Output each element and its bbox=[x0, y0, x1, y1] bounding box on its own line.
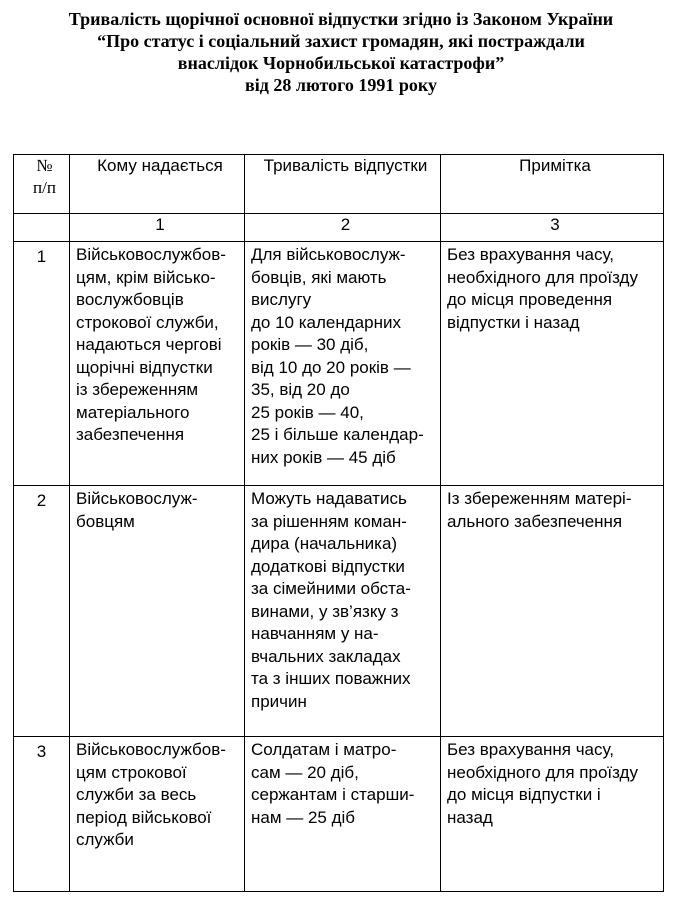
cell-text-line: до місця проведення bbox=[447, 290, 613, 309]
cell-text-line: від 10 до 20 років — bbox=[251, 357, 411, 377]
table-header-row bbox=[14, 155, 664, 214]
cell-text-line: період військової bbox=[76, 807, 212, 827]
cell-text-line: нам — 25 діб bbox=[251, 807, 356, 827]
cell-text-line: служби bbox=[76, 830, 134, 849]
cell-text-line: ального забезпечення bbox=[447, 511, 623, 531]
header-duration: Тривалість відпустки bbox=[245, 155, 441, 214]
cell-text-line: винами, у зв’язку з bbox=[251, 601, 399, 621]
cell-text-line: із збереженням bbox=[76, 380, 199, 399]
column-index: 2 bbox=[245, 214, 441, 242]
cell-text-line: за рішенням коман- bbox=[251, 511, 407, 531]
row-number: 1 bbox=[14, 242, 70, 486]
cell-text-line: Для військовослуж- bbox=[251, 245, 406, 264]
cell-text-line: 25 років — 40, bbox=[251, 402, 364, 422]
table-row bbox=[14, 486, 664, 737]
cell-text-line: служби за весь bbox=[76, 785, 197, 804]
cell-text-line: Військовослужбов- bbox=[76, 245, 226, 264]
cell-text-line: необхідного для проїзду bbox=[447, 762, 638, 782]
row-number: 2 bbox=[14, 486, 70, 737]
title-line: Тривалість щорічної основної відпустки згідно із Законом України bbox=[68, 9, 614, 29]
cell-text-line: за сімейними обста- bbox=[251, 579, 411, 598]
cell-text-line: до 10 календарних bbox=[251, 312, 401, 332]
document-title bbox=[0, 8, 682, 96]
cell-text-line: відпустки і назад bbox=[447, 312, 580, 332]
cell-who bbox=[70, 737, 245, 892]
cell-text-line: вослужбовців bbox=[76, 290, 184, 309]
cell-text-line: та з інших поважних bbox=[251, 669, 411, 688]
cell-text-line: років — 30 діб, bbox=[251, 335, 369, 354]
cell-text-line: вчальних закладах bbox=[251, 646, 401, 666]
cell-text-line: Без врахування часу, bbox=[447, 740, 615, 759]
cell-text-line: них років — 45 діб bbox=[251, 447, 396, 467]
cell-text-line: бовців, які мають bbox=[251, 267, 387, 287]
table-row bbox=[14, 242, 664, 486]
cell-text-line: дира (начальника) bbox=[251, 534, 398, 553]
cell-text-line: навчанням у на- bbox=[251, 624, 379, 643]
cell-text-line: необхідного для проїзду bbox=[447, 267, 638, 287]
cell-text-line: Солдатам і матро- bbox=[251, 740, 397, 759]
title-line: внаслідок Чорнобильської катастрофи” bbox=[177, 53, 505, 73]
cell-text-line: вислугу bbox=[251, 290, 312, 309]
cell-text-line: надаються чергові bbox=[76, 335, 222, 354]
header-who: Кому надається bbox=[70, 155, 245, 214]
cell-note bbox=[441, 486, 664, 737]
cell-text-line: 35, від 20 до bbox=[251, 380, 350, 399]
cell-duration bbox=[245, 486, 441, 737]
row-number: 3 bbox=[14, 737, 70, 892]
cell-text-line: щорічні відпустки bbox=[76, 357, 213, 377]
cell-text-line: Військовослужбов- bbox=[76, 740, 226, 759]
cell-duration bbox=[245, 737, 441, 892]
cell-text-line: цям строкової bbox=[76, 762, 187, 782]
cell-text-line: причин bbox=[251, 691, 307, 711]
leave-duration-table bbox=[13, 154, 664, 892]
cell-note bbox=[441, 737, 664, 892]
cell-text-line: строкової служби, bbox=[76, 312, 219, 332]
cell-who bbox=[70, 486, 245, 737]
cell-who bbox=[70, 242, 245, 486]
title-line: “Про статус і соціальний захист громадян, які постраждали bbox=[97, 31, 585, 51]
cell-text-line: Можуть надаватись bbox=[251, 489, 407, 508]
cell-text-line: бовцям bbox=[76, 511, 135, 531]
cell-text-line: Без врахування часу, bbox=[447, 245, 615, 264]
column-index: 3 bbox=[441, 214, 664, 242]
title-line: від 28 лютого 1991 року bbox=[245, 75, 437, 95]
cell-text-line: Військовослуж- bbox=[76, 489, 198, 508]
cell-text-line: 25 і більше календар- bbox=[251, 425, 424, 444]
table-row bbox=[14, 737, 664, 892]
header-number: № п/п bbox=[14, 155, 70, 214]
cell-text-line: забезпечення bbox=[76, 425, 185, 444]
header-note: Примітка bbox=[441, 155, 664, 214]
cell-text-line: до місця відпустки і bbox=[447, 785, 601, 804]
cell-duration bbox=[245, 242, 441, 486]
cell-text-line: цям, крім військо- bbox=[76, 267, 216, 287]
cell-text-line: додаткові відпустки bbox=[251, 556, 405, 576]
column-index: 1 bbox=[70, 214, 245, 242]
column-index-row bbox=[14, 214, 664, 242]
cell-text-line: сержантам і старши- bbox=[251, 785, 415, 804]
cell-text-line: матеріального bbox=[76, 402, 190, 422]
cell-text-line: назад bbox=[447, 807, 493, 827]
cell-text-line: сам — 20 діб, bbox=[251, 762, 359, 782]
cell-note bbox=[441, 242, 664, 486]
cell-text-line: Із збереженням матері- bbox=[447, 489, 632, 508]
column-index-empty bbox=[14, 214, 70, 242]
